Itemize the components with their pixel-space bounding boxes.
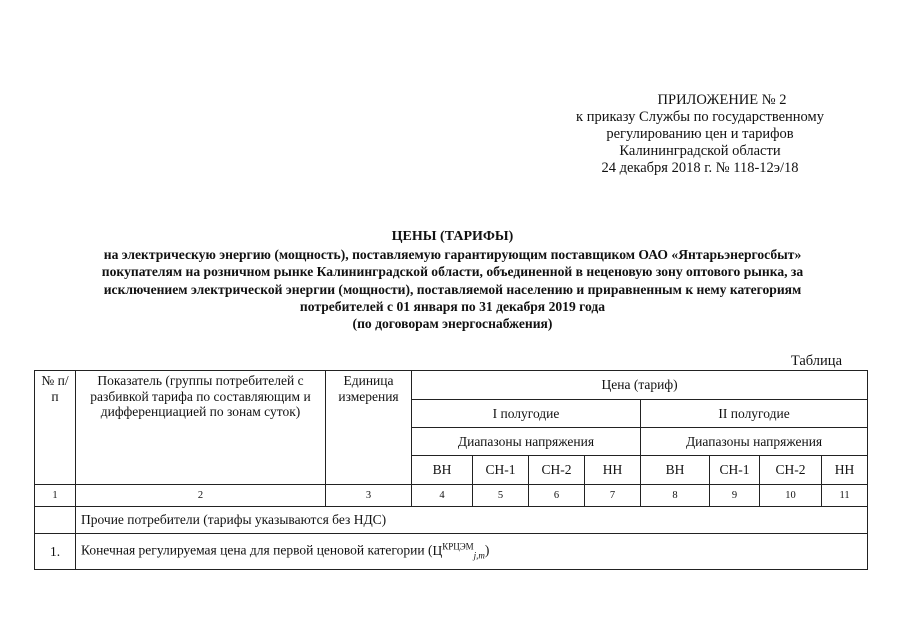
header-ranges-1: Диапазоны напряжения — [412, 428, 641, 456]
title-line: на электрическую энергию (мощность), поставляемую гарантирующим поставщиком ОАО «Янтарьэнергосбыт» — [103, 247, 802, 263]
header-level: НН — [585, 456, 641, 485]
title-main: ЦЕНЫ (ТАРИФЫ) — [391, 229, 514, 244]
column-number: 9 — [710, 485, 760, 507]
title-line: исключением электрической энергии (мощности), поставляемой населению и приравненным к нему категориям — [103, 281, 802, 297]
section-heading: Прочие потребители (тарифы указываются без НДС) — [76, 507, 868, 534]
header-half-2: II полугодие — [641, 400, 868, 428]
column-number: 11 — [822, 485, 868, 507]
row-title-close: ) — [484, 542, 490, 558]
section-num-cell — [35, 507, 76, 534]
appendix-header — [520, 92, 880, 177]
row-title-first-category — [76, 534, 868, 570]
header-level: СН-2 — [760, 456, 822, 485]
column-number: 1 — [35, 485, 76, 507]
column-number: 10 — [760, 485, 822, 507]
header-level: НН — [822, 456, 868, 485]
tariff-table — [34, 370, 868, 570]
column-number: 6 — [529, 485, 585, 507]
header-level: СН-1 — [473, 456, 529, 485]
header-level: ВН — [412, 456, 473, 485]
header-ranges-2: Диапазоны напряжения — [641, 428, 868, 456]
column-number: 5 — [473, 485, 529, 507]
row-number: 1. — [35, 534, 76, 570]
title-line: покупателям на розничном рынке Калининградской области, объединенной в неценовую зону оптового рынка, за — [101, 264, 804, 280]
appendix-region-line: Калининградской области — [619, 143, 781, 159]
table-caption: Таблица — [790, 353, 842, 369]
column-number: 2 — [76, 485, 326, 507]
price-symbol-subscript: j,m — [473, 550, 485, 561]
appendix-date-line: 24 декабря 2018 г. № 118-12э/18 — [601, 160, 799, 176]
header-indicator: Показатель (группы потребителей с разбивкой тарифа по составляющим и дифференциацией по зонам суток) — [76, 371, 326, 485]
appendix-order-line: к приказу Службы по государственному — [576, 109, 824, 125]
column-number: 4 — [412, 485, 473, 507]
header-unit: Единица измерения — [326, 371, 412, 485]
row-title-text: Конечная регулируемая цена для первой ценовой категории ( — [81, 542, 433, 558]
price-symbol-letter: Ц — [432, 542, 443, 558]
header-level: СН-2 — [529, 456, 585, 485]
price-symbol — [432, 541, 485, 561]
price-symbol-superscript: КРЦЭМ — [442, 541, 474, 552]
header-level: СН-1 — [710, 456, 760, 485]
header-half-1: I полугодие — [412, 400, 641, 428]
column-number: 7 — [585, 485, 641, 507]
header-level: ВН — [641, 456, 710, 485]
header-price: Цена (тариф) — [412, 371, 868, 400]
column-number: 8 — [641, 485, 710, 507]
title-line: потребителей с 01 января по 31 декабря 2019 года — [299, 298, 606, 314]
appendix-service-line: регулированию цен и тарифов — [606, 126, 794, 142]
column-number: 3 — [326, 485, 412, 507]
title-line: (по договорам энергоснабжения) — [352, 316, 553, 332]
document-title — [40, 228, 865, 332]
header-num: № п/п — [35, 371, 76, 485]
appendix-title: ПРИЛОЖЕНИЕ № 2 — [657, 92, 787, 108]
